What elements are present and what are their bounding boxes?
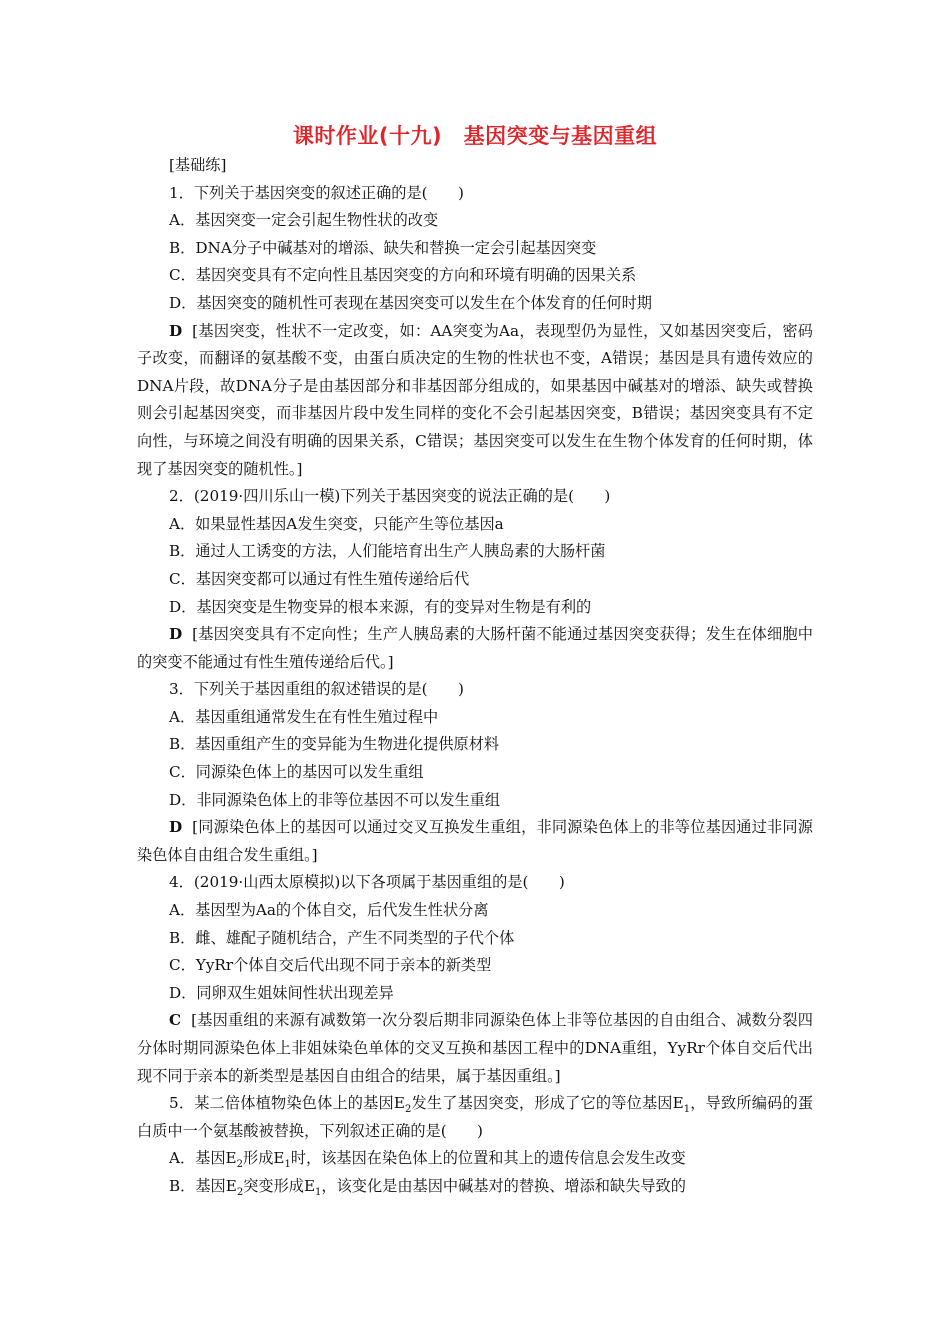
- option-d: D．基因突变的随机性可表现在基因突变可以发生在个体发育的任何时期: [169, 293, 652, 312]
- option-part: 突变形成E: [243, 1176, 316, 1195]
- page-title: 课时作业(十九) 基因突变与基因重组: [292, 124, 658, 148]
- option-a: [137, 1145, 813, 1173]
- option-b: B．通过人工诱变的方法，人们能培育出生产人胰岛素的大肠杆菌: [169, 542, 606, 561]
- subscript: 1: [284, 1159, 291, 1171]
- option-b: [137, 1173, 813, 1201]
- option-d: D．基因突变是生物变异的根本来源，有的变异对生物是有利的: [169, 597, 592, 616]
- subscript: 2: [236, 1187, 244, 1198]
- answer-explanation: [137, 1007, 813, 1090]
- subscript: 1: [315, 1187, 322, 1198]
- answer-text: [基因突变，性状不一定改变，如：AA突变为Aa，表现型仍为显性，又如基因突变后，密码子改变，而翻译的氨基酸不变，由蛋白质决定的生物的性状也不变，A错误；基因是具有遗传效应的DNA片段，故DNA分子是由基因部分和非基因部分组成的，如果基因中碱基对的增添、缺失或替换则会引起基因突变，而非基因片段中发生同样的变化不会引起基因突变，B错误；基因突变具有不定向性，与环境之间没有明确的因果关系，C错误；基因突变可以发生在生物个体发育的任何时期，体现了基因突变的随机性。]: [137, 321, 813, 478]
- question-5: [137, 1090, 813, 1200]
- answer-letter: D: [169, 625, 183, 644]
- stem-part: 发生了基因突变，形成了它的等位基因E: [411, 1094, 684, 1113]
- answer-explanation: [137, 621, 813, 676]
- option-part: B．基因E: [169, 1176, 237, 1195]
- section-label: [基础练]: [169, 156, 227, 174]
- subscript: 2: [236, 1159, 243, 1171]
- answer-explanation: [137, 318, 813, 484]
- option-c: C．基因突变具有不定向性且基因突变的方向和环境有明确的因果关系: [169, 266, 637, 285]
- option-b: B．基因重组产生的变异能为生物进化提供原材料: [169, 735, 500, 754]
- option-part: A．基因E: [169, 1149, 237, 1168]
- option-d: D．非同源染色体上的非等位基因不可以发生重组: [169, 790, 501, 809]
- stem-part: ，导致所编码的蛋白质中一个氨基酸被替换，下列叙述正确的是( ): [137, 1094, 814, 1140]
- subscript: 1: [683, 1104, 691, 1116]
- question-stem: 4．(2019·山西太原模拟)以下各项属于基因重组的是( ): [169, 873, 565, 892]
- option-d: D．同卵双生姐妹间性状出现差异: [169, 983, 394, 1002]
- answer-text: [同源染色体上的基因可以通过交叉互换发生重组，非同源染色体上的非等位基因通过非同源染色体自由组合发生重组。]: [137, 818, 813, 864]
- question-stem: [137, 1090, 813, 1145]
- answer-text: [基因突变具有不定向性；生产人胰岛素的大肠杆菌不能通过基因突变获得；发生在体细胞中的突变不能通过有性生殖传递给后代。]: [137, 625, 813, 671]
- option-a: A．基因型为Aa的个体自交，后代发生性状分离: [169, 901, 489, 920]
- question-4: [137, 869, 813, 1090]
- option-a: A．基因重组通常发生在有性生殖过程中: [169, 707, 439, 726]
- question-2: [137, 483, 813, 676]
- answer-letter: D: [169, 818, 183, 837]
- option-b: B．DNA分子中碱基对的增添、缺失和替换一定会引起基因突变: [169, 238, 597, 257]
- question-1: [137, 180, 813, 484]
- answer-letter: C: [169, 1011, 182, 1030]
- answer-letter: D: [169, 321, 183, 340]
- option-part: ，该变化是由基因中碱基对的替换、增添和缺失导致的: [321, 1176, 686, 1195]
- answer-explanation: [137, 814, 813, 869]
- question-stem: 1．下列关于基因突变的叙述正确的是( ): [169, 183, 464, 202]
- option-part: 形成E: [243, 1149, 285, 1168]
- document-body: [137, 152, 813, 1201]
- answer-text: [基因重组的来源有减数第一次分裂后期非同源染色体上非等位基因的自由组合、减数分裂四分体时期同源染色体上非姐妹染色单体的交叉互换和基因工程中的DNA重组，YyRr个体自交后代出现不同于亲本的新类型是基因自由组合的结果，属于基因重组。]: [137, 1011, 813, 1085]
- stem-part: 5．某二倍体植物染色体上的基因E: [169, 1094, 405, 1113]
- option-c: C．同源染色体上的基因可以发生重组: [169, 763, 424, 782]
- question-3: [137, 676, 813, 869]
- option-b: B．雌、雄配子随机结合，产生不同类型的子代个体: [169, 928, 515, 947]
- question-stem: 2．(2019·四川乐山一模)下列关于基因突变的说法正确的是( ): [169, 487, 611, 506]
- option-c: C．YyRr个体自交后代出现不同于亲本的新类型: [169, 956, 492, 975]
- option-a: A．如果显性基因A发生突变，只能产生等位基因a: [169, 514, 504, 533]
- question-stem: 3．下列关于基因重组的叙述错误的是( ): [169, 680, 464, 699]
- option-part: 时，该基因在染色体上的位置和其上的遗传信息会发生改变: [290, 1149, 686, 1168]
- option-c: C．基因突变都可以通过有性生殖传递给后代: [169, 569, 470, 588]
- subscript: 2: [404, 1104, 412, 1116]
- option-a: A．基因突变一定会引起生物性状的改变: [169, 211, 439, 230]
